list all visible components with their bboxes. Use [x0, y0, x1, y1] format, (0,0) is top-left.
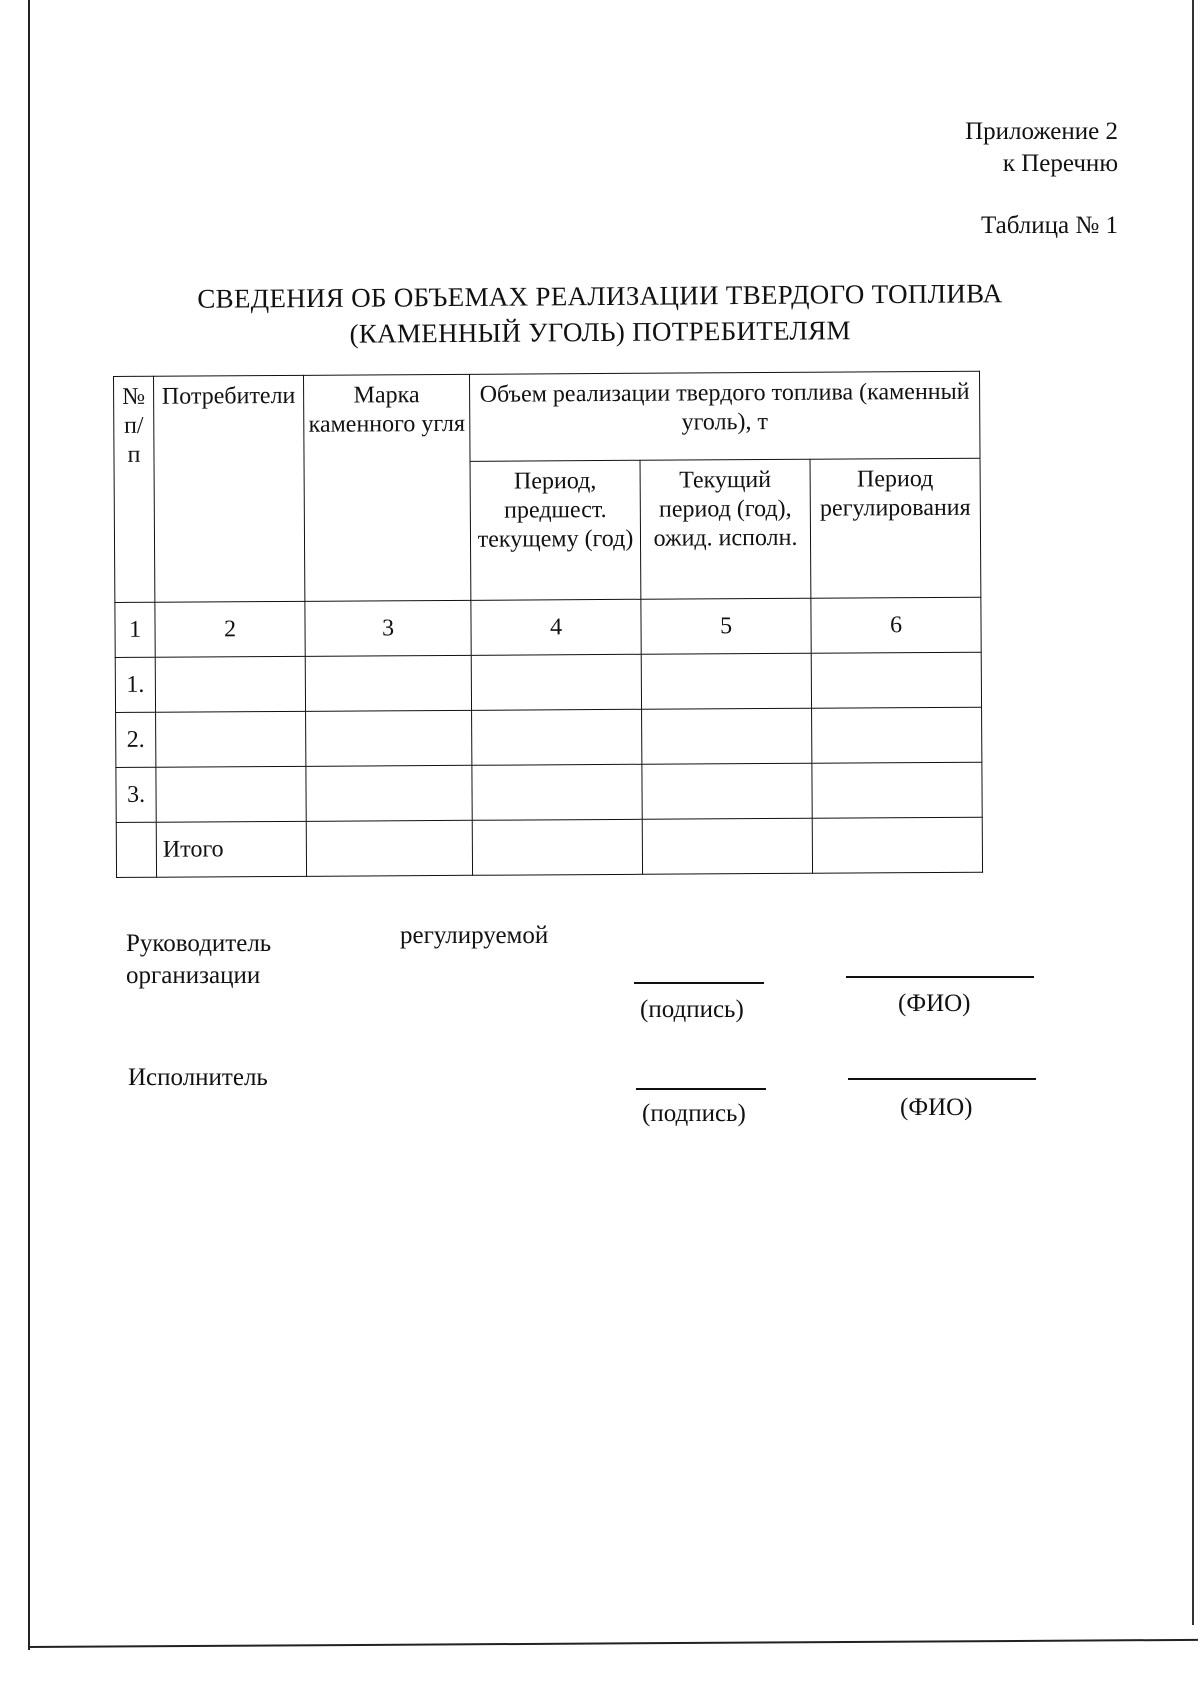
empty-cell: [812, 762, 982, 818]
row-number: 2.: [116, 712, 156, 767]
head-label-line-1: Руководитель: [126, 930, 272, 957]
table-row: [115, 652, 981, 712]
title-line-1: СВЕДЕНИЯ ОБ ОБЪЕМАХ РЕАЛИЗАЦИИ ТВЕРДОГО ТОПЛИВА: [197, 278, 1003, 314]
header-coal-grade: Марка каменного угля: [303, 374, 470, 601]
head-name-caption: (ФИО): [898, 990, 971, 1017]
empty-cell: [305, 655, 471, 711]
empty-cell: [812, 817, 982, 873]
empty-cell: [306, 820, 472, 876]
page-bottom-edge: [28, 1639, 1198, 1648]
header-num: № п/п: [114, 376, 155, 602]
col-number: 5: [641, 598, 811, 654]
executor-label: Исполнитель: [128, 1064, 268, 1091]
head-signature-line: [634, 982, 764, 984]
annex-line-2: к Перечню: [1002, 150, 1118, 177]
executor-name-line: [848, 1078, 1036, 1080]
data-table: [113, 371, 983, 878]
col-number: 6: [811, 597, 981, 653]
column-numbers-row: [115, 597, 981, 657]
empty-cell: [811, 652, 981, 708]
executor-signature-line: [636, 1088, 766, 1090]
empty-cell: [155, 656, 305, 712]
empty-cell: [472, 764, 642, 820]
col-number: 4: [471, 599, 641, 655]
table-row: [116, 762, 982, 822]
header-current-period: Текущий период (год), ожид. исполн.: [640, 459, 811, 599]
annex-line-1: Приложение 2: [965, 118, 1118, 145]
empty-cell: [306, 765, 472, 821]
head-label: [126, 928, 271, 992]
header-reg-period: Период регулирования: [810, 458, 981, 598]
empty-cell: [641, 653, 811, 709]
empty-cell: [306, 710, 472, 766]
row-number: 3.: [116, 767, 156, 822]
table-number: Таблица № 1: [980, 212, 1118, 239]
executor-name-caption: (ФИО): [900, 1094, 973, 1121]
header-prev-period: Период, предшест. текущему (год): [470, 460, 641, 600]
page-left-edge: [28, 0, 30, 1650]
annex-reference: [965, 116, 1118, 180]
head-label-mid: регулируемой: [400, 922, 549, 949]
executor-signature-caption: (подпись): [642, 1100, 746, 1127]
head-label-line-2: организации: [126, 962, 261, 989]
page-right-edge: [1192, 0, 1194, 1625]
total-row: [116, 817, 982, 877]
empty-cell: [812, 707, 982, 763]
header-volume: Объем реализации твердого топлива (каменный уголь), т: [469, 371, 980, 461]
total-label: Итого: [156, 821, 306, 877]
col-number: 2: [155, 601, 305, 657]
data-table-wrapper: [113, 371, 983, 878]
row-number: 1.: [115, 657, 155, 712]
empty-cell: [116, 822, 156, 877]
empty-cell: [472, 819, 642, 875]
title-line-2: (КАМЕННЫЙ УГОЛЬ) ПОТРЕБИТЕЛЯМ: [349, 315, 851, 349]
head-name-line: [846, 976, 1034, 978]
empty-cell: [642, 818, 812, 874]
header-consumer: Потребители: [154, 375, 305, 602]
empty-cell: [471, 654, 641, 710]
head-signature-caption: (подпись): [640, 996, 744, 1023]
col-number: 3: [305, 600, 471, 656]
empty-cell: [472, 709, 642, 765]
table-row: [116, 707, 982, 767]
empty-cell: [642, 763, 812, 819]
empty-cell: [642, 708, 812, 764]
empty-cell: [156, 711, 306, 767]
document-title: [150, 275, 1050, 353]
col-number: 1: [115, 602, 155, 657]
empty-cell: [156, 766, 306, 822]
